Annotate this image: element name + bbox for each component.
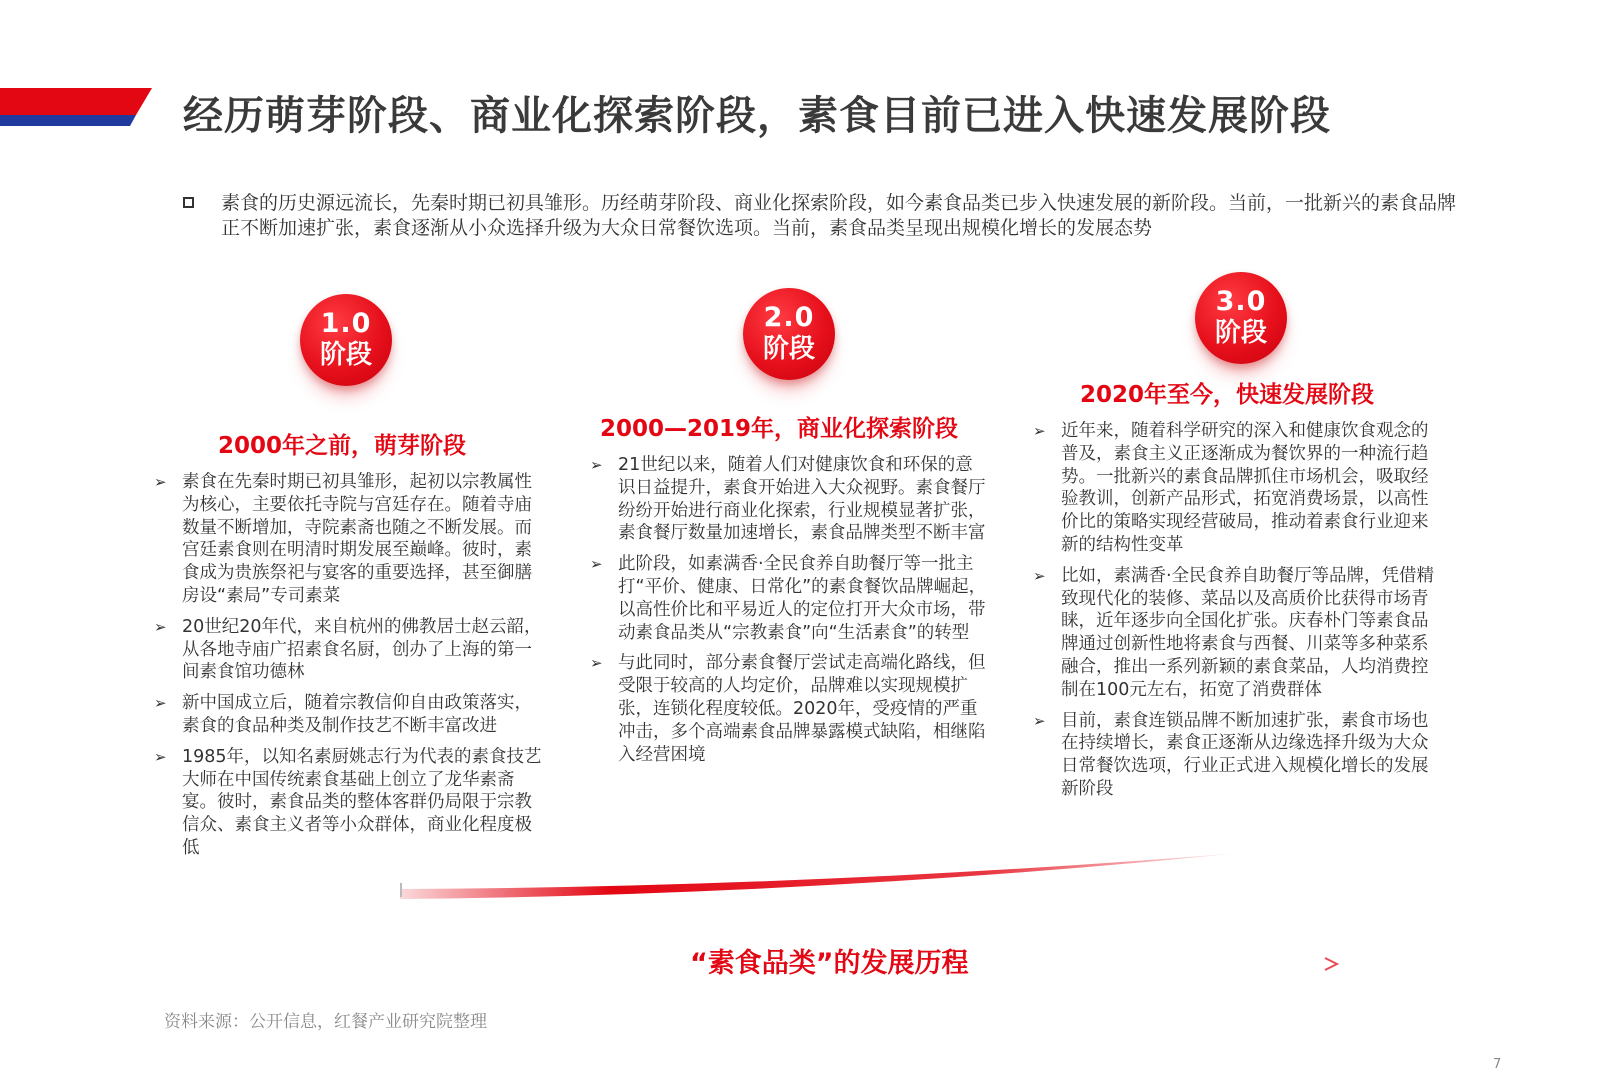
bullet-text: 素食在先秦时期已初具雏形，起初以宗教属性为核心，主要依托寺院与宫廷存在。随着寺庙数量不断增加，寺院素斋也随之不断发展。而宫廷素食则在明清时期发展至巅峰。彼时，素食成为贵族祭祀与宴客的重要选择，甚至御膳房设“素局”专司素菜 — [182, 472, 532, 606]
stage-2-bullets — [590, 454, 990, 774]
stage-2-version: 2.0 — [763, 302, 815, 333]
stage-1-title: 2000年之前，萌芽阶段 — [218, 433, 467, 459]
arrow-bullet-icon: ➢ — [1033, 711, 1046, 730]
bullet-text: 1985年，以知名素厨姚志行为代表的素食技艺大师在中国传统素食基础上创立了龙华素斋宴。彼时，素食品类的整体客群仍局限于宗教信众、素食主义者等小众群体，商业化程度极低 — [182, 746, 542, 858]
source-note: 资料来源：公开信息，红餐产业研究院整理 — [164, 1012, 487, 1032]
list-item — [1033, 710, 1443, 801]
bottom-label: “素食品类”的发展历程 — [690, 948, 969, 979]
page-title: 经历萌芽阶段、商业化探索阶段，素食目前已进入快速发展阶段 — [183, 93, 1331, 139]
list-item — [590, 652, 990, 766]
stage-1-version: 1.0 — [320, 308, 372, 339]
bullet-text: 比如，素满香·全民食养自助餐厅等品牌，凭借精致现代化的装修、菜品以及高质价比获得市场青睐，近年逐步向全国化扩张。庆春朴门等素食品牌通过创新性地将素食与西餐、川菜等多种菜系融合，推出一系列新颖的素食菜品，人均消费控制在100元左右，拓宽了消费群体 — [1061, 565, 1435, 700]
stage-3-title: 2020年至今，快速发展阶段 — [1080, 382, 1375, 408]
progress-swoosh — [400, 845, 1240, 905]
stage-1-badge — [300, 294, 392, 386]
stage-1-label: 阶段 — [319, 340, 372, 370]
square-bullet-icon — [183, 197, 194, 208]
list-item — [154, 692, 549, 738]
bullet-text: 近年来，随着科学研究的深入和健康饮食观念的普及，素食主义正逐渐成为餐饮界的一种流行趋势。一批新兴的素食品牌抓住市场机会，吸取经验教训，创新产品形式，拓宽消费场景，以高性价比的策略实现经营破局，推动着素食行业迎来新的结构性变革 — [1061, 421, 1429, 555]
stage-3-bullets — [1033, 420, 1443, 809]
stage-1-bullets — [154, 471, 549, 868]
arrow-bullet-icon: ➢ — [154, 694, 167, 713]
list-item — [590, 553, 990, 644]
arrow-bullet-icon: ➢ — [1033, 566, 1046, 585]
page-number: 7 — [1493, 1057, 1502, 1072]
summary-block — [183, 191, 1463, 241]
list-item — [590, 454, 990, 545]
arrow-bullet-icon: ➢ — [590, 654, 603, 673]
list-item — [1033, 565, 1443, 702]
bullet-text: 与此同时，部分素食餐厅尝试走高端化路线，但受限于较高的人均定价，品牌难以实现规模扩张，连锁化程度较低。2020年，受疫情的严重冲击，多个高端素食品牌暴露模式缺陷，相继陷入经营困境 — [618, 653, 986, 765]
list-item — [1033, 420, 1443, 557]
title-accent-bar — [0, 88, 160, 134]
stage-2-title: 2000—2019年，商业化探索阶段 — [600, 416, 959, 442]
arrow-bullet-icon: ➢ — [154, 473, 167, 491]
stage-2-label: 阶段 — [762, 334, 815, 364]
stage-2-badge — [743, 288, 835, 380]
bullet-text: 20世纪20年代，来自杭州的佛教居士赵云韶，从各地寺庙广招素食名厨，创办了上海的第一间素食馆功德林 — [182, 616, 542, 683]
arrow-bullet-icon: ➢ — [590, 456, 603, 474]
bullet-text: 新中国成立后，随着宗教信仰自由政策落实，素食的食品种类及制作技艺不断丰富改进 — [182, 693, 532, 736]
summary-text: 素食的历史源远流长，先秦时期已初具雏形。历经萌芽阶段、商业化探索阶段，如今素食品类已步入快速发展的新阶段。当前，一批新兴的素食品牌正不断加速扩张，素食逐渐从小众选择升级为大众日常餐饮选项。当前，素食品类呈现出规模化增长的发展态势 — [221, 192, 1457, 239]
arrow-bullet-icon: ➢ — [154, 747, 167, 766]
arrow-bullet-icon: ➢ — [154, 617, 167, 636]
arrow-bullet-icon: ➢ — [1033, 422, 1046, 440]
bullet-text: 21世纪以来，随着人们对健康饮食和环保的意识日益提升，素食开始进入大众视野。素食餐厅纷纷开始进行商业化探索，行业规模显著扩张，素食餐厅数量加速增长，素食品牌类型不断丰富 — [618, 455, 986, 544]
list-item — [154, 616, 549, 684]
stage-3-label: 阶段 — [1214, 318, 1267, 348]
bullet-text: 此阶段，如素满香·全民食养自助餐厅等一批主打“平价、健康、日常化”的素食餐饮品牌崛起，以高性价比和平易近人的定位打开大众市场，带动素食品类从“宗教素食”向“生活素食”的转型 — [618, 554, 987, 643]
bullet-text: 目前，素食连锁品牌不断加速扩张，素食市场也在持续增长，素食正逐渐从边缘选择升级为大众日常餐饮选项，行业正式进入规模化增长的发展新阶段 — [1061, 710, 1429, 799]
arrow-right-icon — [1065, 956, 1345, 972]
arrow-bullet-icon: ➢ — [590, 555, 603, 574]
stage-3-version: 3.0 — [1215, 286, 1267, 317]
list-item — [154, 471, 549, 608]
stage-3-badge — [1195, 272, 1287, 364]
list-item — [154, 746, 549, 860]
